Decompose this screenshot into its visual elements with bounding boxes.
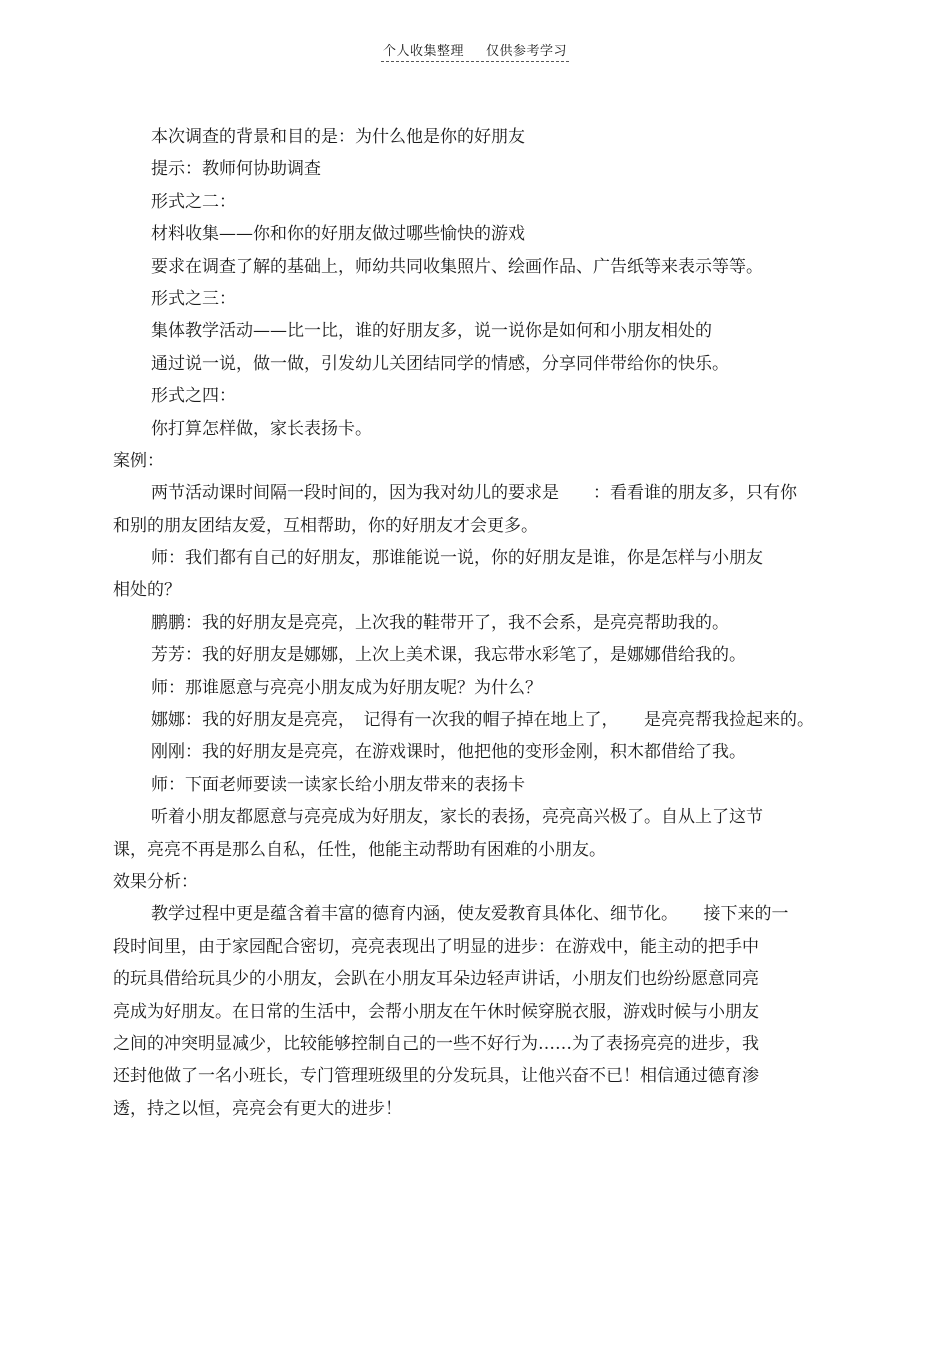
- paragraph-line: 师：我们都有自己的好朋友，那谁能说一说，你的好朋友是谁，你是怎样与小朋友: [151, 548, 763, 569]
- paragraph-line: 芳芳：我的好朋友是娜娜，上次上美术课，我忘带水彩笔了，是娜娜借给我的。: [151, 645, 746, 666]
- paragraph-line: 集体教学活动——比一比，谁的好朋友多，说一说你是如何和小朋友相处的: [151, 321, 712, 342]
- paragraph-line: 形式之三：: [151, 288, 236, 309]
- paragraph-line: 教学过程中更是蕴含着丰富的德育内涵，使友爱教育具体化、细节化。 接下来的一: [151, 904, 789, 925]
- paragraph-line: 提示：教师何协助调查: [151, 159, 321, 180]
- paragraph-line: 形式之二：: [151, 191, 236, 212]
- paragraph-line: 听着小朋友都愿意与亮亮成为好朋友，家长的表扬，亮亮高兴极了。自从上了这节: [151, 807, 763, 828]
- section-heading: 效果分析：: [113, 871, 198, 892]
- paragraph-line: 之间的冲突明显减少，比较能够控制自己的一些不好行为……为了表扬亮亮的进步，我: [113, 1033, 759, 1054]
- paragraph-line: 通过说一说，做一做，引发幼儿关团结同学的情感，分享同伴带给你的快乐。: [151, 353, 729, 374]
- paragraph-line: 课，亮亮不再是那么自私，任性，他能主动帮助有困难的小朋友。: [113, 839, 606, 860]
- paragraph-line: 形式之四：: [151, 386, 236, 407]
- paragraph-line: 透，持之以恒，亮亮会有更大的进步！: [113, 1098, 402, 1119]
- paragraph-line: 师：下面老师要读一读家长给小朋友带来的表扬卡: [151, 774, 525, 795]
- header-watermark: [381, 40, 569, 62]
- paragraph-line: 本次调查的背景和目的是：为什么他是你的好朋友: [151, 127, 525, 147]
- header-right-text: 仅供参考学习: [486, 44, 568, 59]
- paragraph-line: 段时间里，由于家园配合密切，亮亮表现出了明显的进步：在游戏中，能主动的把手中: [113, 936, 759, 957]
- paragraph-line: 材料收集——你和你的好朋友做过哪些愉快的游戏: [151, 224, 525, 245]
- document-body: [113, 121, 833, 1125]
- paragraph-line: 亮成为好朋友。在日常的生活中，会帮小朋友在午休时候穿脱衣服，游戏时候与小朋友: [113, 1001, 759, 1022]
- paragraph-line: 要求在调查了解的基础上，师幼共同收集照片、绘画作品、广告纸等来表示等等。: [151, 256, 763, 277]
- paragraph-line: 还封他做了一名小班长，专门管理班级里的分发玩具，让他兴奋不已！相信通过德育渗: [113, 1066, 759, 1087]
- page-header: [0, 40, 950, 62]
- paragraph-line: 你打算怎样做，家长表扬卡。: [151, 418, 372, 439]
- paragraph-line: 相处的？: [113, 580, 181, 601]
- header-left-text: 个人收集整理: [382, 44, 464, 59]
- paragraph-line: 师：那谁愿意与亮亮小朋友成为好朋友呢？为什么？: [151, 677, 542, 698]
- paragraph-line: 两节活动课时间隔一段时间的，因为我对幼儿的要求是 ：看看谁的朋友多，只有你: [151, 483, 797, 504]
- section-heading: 案例：: [113, 450, 164, 471]
- paragraph-line: 和别的朋友团结友爱，互相帮助，你的好朋友才会更多。: [113, 515, 538, 536]
- paragraph-line: 的玩具借给玩具少的小朋友，会趴在小朋友耳朵边轻声讲话，小朋友们也纷纷愿意同亮: [113, 969, 759, 990]
- paragraph-line: 娜娜：我的好朋友是亮亮， 记得有一次我的帽子掉在地上了， 是亮亮帮我捡起来的。: [151, 710, 814, 731]
- paragraph-line: 刚刚：我的好朋友是亮亮，在游戏课时，他把他的变形金刚，积木都借给了我。: [151, 742, 746, 763]
- paragraph-line: 鹏鹏：我的好朋友是亮亮，上次我的鞋带开了，我不会系，是亮亮帮助我的。: [151, 612, 729, 633]
